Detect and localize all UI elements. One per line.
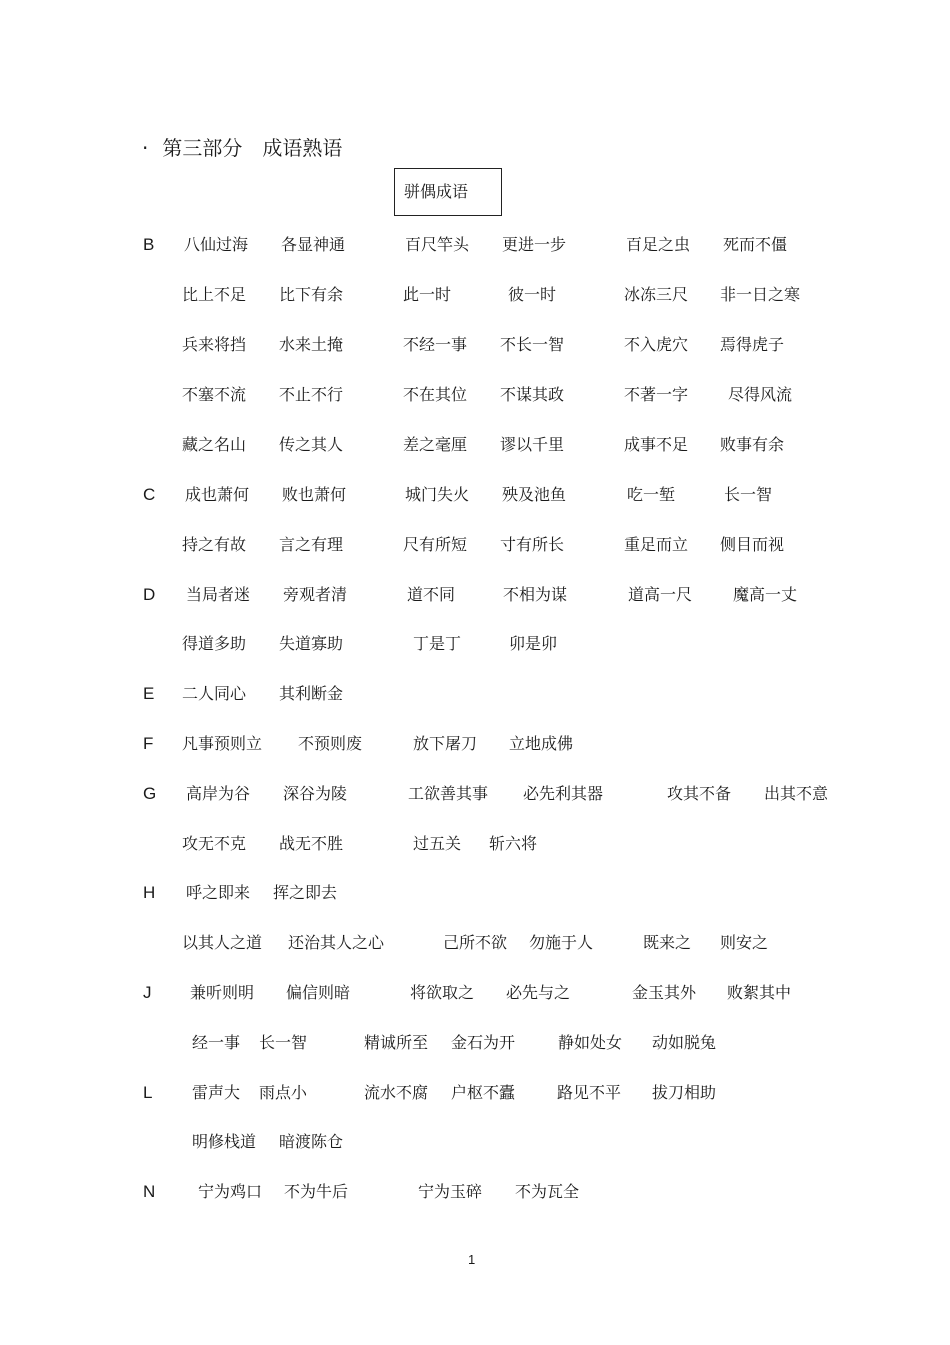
idiom-phrase: 己所不欲	[443, 933, 508, 952]
idiom-phrase: 更进一步	[502, 235, 567, 254]
page-number: 1	[468, 1252, 476, 1267]
idiom-phrase: 不塞不流	[182, 385, 247, 404]
idiom-phrase: 暗渡陈仓	[279, 1132, 344, 1151]
idiom-phrase: 侧目而视	[720, 535, 785, 554]
idiom-phrase: 战无不胜	[279, 834, 344, 853]
idiom-phrase: 明修栈道	[192, 1132, 257, 1151]
index-letter: L	[143, 1083, 153, 1102]
idiom-phrase: 流水不腐	[364, 1083, 429, 1102]
idiom-phrase: 长一智	[724, 485, 773, 504]
idiom-phrase: 彼一时	[508, 285, 557, 304]
idiom-phrase: 不在其位	[403, 385, 468, 404]
bullet-marker: ·	[142, 136, 149, 160]
idiom-phrase: 此一时	[403, 285, 452, 304]
idiom-phrase: 必先利其器	[523, 784, 604, 803]
idiom-phrase: 焉得虎子	[720, 335, 785, 354]
index-letter: F	[143, 734, 154, 753]
idiom-row	[0, 1180, 950, 1204]
idiom-phrase: 卯是卯	[509, 634, 558, 653]
idiom-phrase: 水来土掩	[279, 335, 344, 354]
idiom-phrase: 非一日之寒	[720, 285, 801, 304]
idiom-phrase: 以其人之道	[182, 933, 263, 952]
idiom-phrase: 差之毫厘	[403, 435, 468, 454]
idiom-phrase: 言之有理	[279, 535, 344, 554]
index-letter: J	[143, 983, 152, 1002]
idiom-row	[0, 732, 950, 756]
idiom-phrase: 冰冻三尺	[624, 285, 689, 304]
idiom-phrase: 金玉其外	[632, 983, 697, 1002]
idiom-phrase: 户枢不蠹	[451, 1083, 516, 1102]
idiom-phrase: 放下屠刀	[413, 734, 478, 753]
idiom-row	[0, 383, 950, 407]
idiom-phrase: 动如脱兔	[652, 1033, 717, 1052]
idiom-phrase: 不为牛后	[284, 1182, 349, 1201]
idiom-phrase: 长一智	[259, 1033, 308, 1052]
idiom-phrase: 必先与之	[506, 983, 571, 1002]
idiom-phrase: 比上不足	[182, 285, 247, 304]
idiom-phrase: 百足之虫	[626, 235, 691, 254]
idiom-phrase: 挥之即去	[273, 883, 338, 902]
idiom-phrase: 雷声大	[192, 1083, 241, 1102]
idiom-phrase: 百尺竿头	[405, 235, 470, 254]
index-letter: H	[143, 883, 156, 902]
idiom-phrase: 不预则废	[298, 734, 363, 753]
idiom-phrase: 各显神通	[281, 235, 346, 254]
idiom-row	[0, 632, 950, 656]
idiom-phrase: 当局者迷	[186, 585, 251, 604]
idiom-row	[0, 1031, 950, 1055]
idiom-phrase: 成事不足	[624, 435, 689, 454]
idiom-phrase: 持之有故	[182, 535, 247, 554]
idiom-phrase: 雨点小	[259, 1083, 308, 1102]
idiom-phrase: 失道寡助	[279, 634, 344, 653]
idiom-row	[0, 333, 950, 357]
idiom-phrase: 凡事预则立	[182, 734, 263, 753]
idiom-phrase: 立地成佛	[509, 734, 574, 753]
idiom-phrase: 城门失火	[405, 485, 470, 504]
idiom-phrase: 不长一智	[500, 335, 565, 354]
idiom-phrase: 不为瓦全	[515, 1182, 580, 1201]
idiom-phrase: 过五关	[413, 834, 462, 853]
idiom-phrase: 重足而立	[624, 535, 689, 554]
idiom-row	[0, 931, 950, 955]
idiom-phrase: 攻其不备	[667, 784, 732, 803]
idiom-phrase: 败絮其中	[727, 983, 792, 1002]
idiom-row	[0, 981, 950, 1005]
idiom-phrase: 高岸为谷	[186, 784, 251, 803]
idiom-phrase: 道不同	[407, 585, 456, 604]
idiom-phrase: 丁是丁	[413, 634, 462, 653]
idiom-phrase: 宁为玉碎	[418, 1182, 483, 1201]
idiom-phrase: 二人同心	[182, 684, 247, 703]
idiom-phrase: 道高一尺	[628, 585, 693, 604]
idiom-row	[0, 583, 950, 607]
idiom-row	[0, 233, 950, 257]
idiom-phrase: 得道多助	[182, 634, 247, 653]
index-letter: D	[143, 585, 156, 604]
idiom-phrase: 静如处女	[558, 1033, 623, 1052]
idiom-phrase: 不经一事	[403, 335, 468, 354]
index-letter: G	[143, 784, 157, 803]
idiom-phrase: 败也萧何	[282, 485, 347, 504]
idiom-phrase: 将欲取之	[410, 983, 475, 1002]
idiom-phrase: 不谋其政	[500, 385, 565, 404]
idiom-row	[0, 483, 950, 507]
idiom-phrase: 不入虎穴	[624, 335, 689, 354]
idiom-phrase: 吃一堑	[627, 485, 676, 504]
idiom-phrase: 不著一字	[624, 385, 689, 404]
idiom-phrase: 传之其人	[279, 435, 344, 454]
idiom-phrase: 路见不平	[557, 1083, 622, 1102]
idiom-row	[0, 881, 950, 905]
idiom-phrase: 则安之	[720, 933, 769, 952]
idiom-phrase: 藏之名山	[182, 435, 247, 454]
idiom-phrase: 出其不意	[764, 784, 829, 803]
index-letter: C	[143, 485, 156, 504]
idiom-phrase: 攻无不克	[182, 834, 247, 853]
section-heading	[142, 132, 342, 161]
part-label: 第三部分	[162, 136, 243, 160]
idiom-phrase: 金石为开	[451, 1033, 516, 1052]
idiom-phrase: 还治其人之心	[288, 933, 385, 952]
idiom-phrase: 寸有所长	[500, 535, 565, 554]
boxed-subtitle: 骈偶成语	[394, 168, 502, 216]
idiom-phrase: 不止不行	[279, 385, 344, 404]
idiom-row	[0, 832, 950, 856]
idiom-row	[0, 1130, 950, 1154]
idiom-phrase: 呼之即来	[186, 883, 251, 902]
idiom-phrase: 尽得风流	[728, 385, 793, 404]
idiom-phrase: 比下有余	[279, 285, 344, 304]
idiom-row	[0, 682, 950, 706]
idiom-row	[0, 283, 950, 307]
idiom-phrase: 拔刀相助	[652, 1083, 717, 1102]
idiom-phrase: 魔高一丈	[733, 585, 798, 604]
idiom-phrase: 死而不僵	[723, 235, 788, 254]
idiom-phrase: 旁观者清	[283, 585, 348, 604]
idiom-row	[0, 533, 950, 557]
index-letter: B	[143, 235, 155, 254]
idiom-phrase: 偏信则暗	[286, 983, 351, 1002]
idiom-phrase: 成也萧何	[185, 485, 250, 504]
idiom-row	[0, 782, 950, 806]
index-letter: E	[143, 684, 155, 703]
section-title: 成语熟语	[262, 136, 343, 160]
idiom-phrase: 经一事	[192, 1033, 241, 1052]
idiom-phrase: 不相为谋	[503, 585, 568, 604]
idiom-phrase: 八仙过海	[184, 235, 249, 254]
idiom-phrase: 深谷为陵	[283, 784, 348, 803]
index-letter: N	[143, 1182, 156, 1201]
idiom-phrase: 勿施于人	[529, 933, 594, 952]
idiom-phrase: 斩六将	[489, 834, 538, 853]
idiom-phrase: 尺有所短	[403, 535, 468, 554]
idiom-phrase: 工欲善其事	[408, 784, 489, 803]
idiom-row	[0, 433, 950, 457]
idiom-phrase: 兵来将挡	[182, 335, 247, 354]
idiom-phrase: 兼听则明	[190, 983, 255, 1002]
idiom-phrase: 殃及池鱼	[502, 485, 567, 504]
idiom-phrase: 精诚所至	[364, 1033, 429, 1052]
idiom-row	[0, 1081, 950, 1105]
idiom-phrase: 败事有余	[720, 435, 785, 454]
idiom-phrase: 谬以千里	[500, 435, 565, 454]
idiom-phrase: 宁为鸡口	[198, 1182, 263, 1201]
idiom-phrase: 既来之	[643, 933, 692, 952]
idiom-phrase: 其利断金	[279, 684, 344, 703]
